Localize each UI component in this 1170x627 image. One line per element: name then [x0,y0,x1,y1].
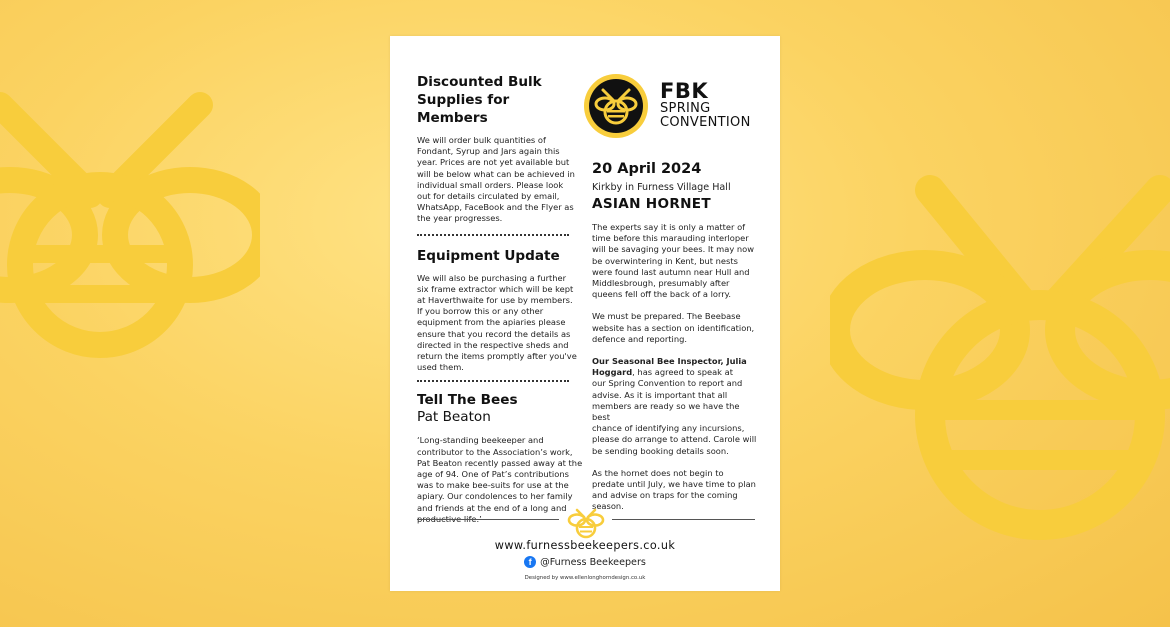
event-topic: ASIAN HORNET [592,196,711,212]
fbk-logo [592,72,760,138]
facebook-icon: f [524,556,536,568]
tribute-line: and friends at the end of a long and [417,502,567,513]
para-line: please do arrange to attend. Carole will [592,434,757,445]
footer-bee-icon [567,508,605,540]
equipment-line: six frame extractor which will be kept [417,283,574,294]
bee-badge-icon [583,73,649,139]
para-line: We must be prepared. The Beebase [592,311,741,322]
bulk-line: year. Prices are not yet available but [417,157,570,168]
equipment-line: ensure that you record the details as [417,328,571,339]
para-line: queens fell off the back of a lorry. [592,289,732,300]
hornet-paragraph-3 [592,356,760,457]
para-line: predate until July, we have time to plan [592,479,756,490]
background-bee-left-icon [0,85,260,375]
inspector-name-line: Our Seasonal Bee Inspector, Julia [592,356,747,367]
para-line: our Spring Convention to report and [592,378,743,389]
website-link[interactable]: www.furnessbeekeepers.co.uk [494,539,676,552]
facebook-link[interactable] [390,556,780,568]
event-venue: Kirkby in Furness Village Hall [592,182,731,193]
bulk-line: We will order bulk quantities of [417,135,546,145]
para-line: As the hornet does not begin to [592,467,724,478]
bulk-line: out for details circulated by email, [417,191,560,202]
para-line: chance of identifying any incursions, [592,423,745,434]
equipment-body [417,273,583,374]
equipment-line: used them. [417,362,464,373]
equipment-section [417,247,583,374]
bulk-line: individual small orders. Please look [417,179,564,190]
logo-convention: CONVENTION [660,115,751,130]
para-line: and advise on traps for the coming [592,490,738,501]
dotted-divider [417,234,569,236]
equipment-line: return the items promptly after you've [417,351,577,362]
equipment-line: equipment from the apiaries please [417,317,566,328]
bulk-line: Fondant, Syrup and Jars again this [417,146,560,157]
right-column [592,72,760,513]
logo-text [660,80,751,130]
equipment-line: If you borrow this or any other [417,306,544,317]
tribute-line: productive life.’ [417,513,482,524]
bulk-line: will be below what can be achieved in [417,168,575,179]
tribute-line: contributor to the Association’s work, [417,446,573,457]
footer-rule-right [612,519,755,520]
para-line: website has a section on identification, [592,322,755,333]
tribute-line: was to make bee-suits for use at the [417,480,569,491]
para-line: advise. As it is important that all [592,389,728,400]
para-line: were found last autumn near Hull and [592,266,750,277]
bulk-supplies-title-line2: Supplies for Members [417,92,510,126]
left-column [417,73,583,525]
tribute-line: age of 94. One of Pat’s contributions [417,469,569,480]
hornet-paragraph-1 [592,222,760,300]
bulk-supplies-section [417,73,583,225]
hornet-paragraph-4 [592,468,760,513]
tell-the-bees-section [417,391,583,525]
para-line: will be savaging your bees. It may now [592,244,755,255]
para-line [592,367,760,378]
flyer [390,36,780,591]
dotted-divider [417,380,569,382]
para-line: be overwintering in Kent, but nests [592,255,738,266]
para-line: season. [592,501,624,512]
facebook-handle: @Furness Beekeepers [540,556,646,568]
event-date: 20 April 2024 [592,161,702,177]
hornet-paragraph-2 [592,311,760,345]
bulk-supplies-body [417,135,583,225]
para-line: Middlesbrough, presumably after [592,278,730,289]
inspector-surname: Hoggard [592,367,633,378]
para-line: defence and reporting. [592,333,688,344]
logo-fbk: FBK [660,79,709,103]
para-line-rest: , has agreed to speak at [632,367,733,378]
designer-credit: Designed by www.ellenlonghorndesign.co.uk [524,575,646,581]
footer-rule-left [417,519,559,520]
equipment-line: We will also be purchasing a further [417,272,567,283]
equipment-title: Equipment Update [417,247,560,264]
bulk-line: the year progresses. [417,213,503,224]
equipment-line: directed in the respective sheds and [417,339,569,350]
tribute-line: ‘Long-standing beekeeper and [417,435,544,446]
tell-the-bees-body [417,435,583,525]
background-bee-right-icon [830,170,1170,560]
logo-spring: SPRING [660,101,711,116]
bulk-line: WhatsApp, FaceBook and the Flyer as [417,202,574,213]
para-line: time before this marauding interloper [592,233,749,244]
tell-the-bees-title: Tell The Bees [417,392,518,409]
bulk-supplies-title-line1: Discounted Bulk [417,74,542,90]
tell-the-bees-subtitle: Pat Beaton [417,409,491,426]
tribute-line: Pat Beaton recently passed away at the [417,457,583,468]
para-line: members are ready so we have the best [592,400,740,423]
para-line: The experts say it is only a matter of [592,222,746,232]
para-line: be sending booking details soon. [592,445,729,456]
equipment-line: at Haverthwaite for use by members. [417,295,573,306]
tribute-line: apiary. Our condolences to her family [417,491,573,502]
